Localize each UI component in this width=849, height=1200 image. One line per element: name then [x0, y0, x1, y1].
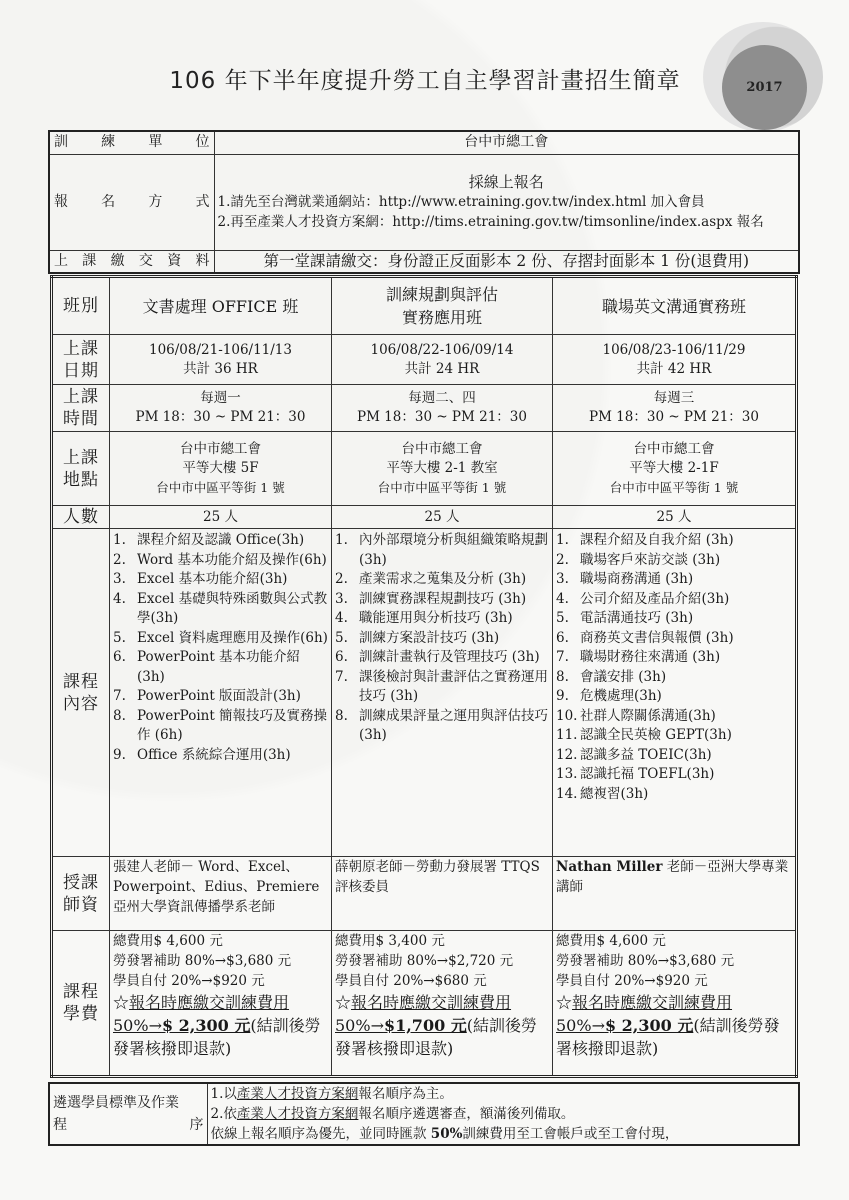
course-item-text: 商務英文書信與報價 (3h): [580, 629, 734, 646]
class-name-3: [553, 277, 797, 335]
course-item-number: 7.: [556, 649, 569, 665]
selection-item-2: [211, 1104, 796, 1124]
course-item-text: 危機處理(3h): [580, 688, 662, 704]
row-label-time: [52, 385, 110, 432]
course-item: [556, 629, 792, 649]
label-char: 練: [101, 134, 116, 151]
fee-total: 總費用$ 4,600 元: [113, 933, 223, 949]
label-line: 課程: [63, 671, 99, 692]
course-item: [335, 629, 549, 649]
label-char: 單: [148, 134, 163, 151]
fee-deposit: [113, 991, 328, 1060]
course-item-text: 會議安排 (3h): [580, 668, 667, 685]
star-icon: ☆: [556, 993, 573, 1012]
class-place-1: [110, 432, 332, 506]
label-line: 日期: [63, 360, 99, 381]
star-icon: ☆: [113, 993, 130, 1012]
time-range: PM 18：30 ~ PM 21：30: [135, 409, 306, 425]
teacher-line: 亞州大學資訊傳播學系老師: [113, 899, 275, 915]
fee-subsidy: 勞發署補助 80%→$3,680 元: [113, 953, 292, 969]
year-badge-text: 2017: [746, 80, 783, 95]
course-item: [335, 707, 549, 746]
place-line: 台中市總工會: [401, 441, 483, 457]
info-table: [48, 130, 800, 274]
fee-deposit-text: 報名時應繳交訓練費用 50%→: [335, 993, 512, 1035]
class-teacher-2: [332, 857, 553, 931]
class-name-line: 職場英文溝通實務班: [601, 296, 746, 316]
place-line: 台中市總工會: [180, 441, 261, 457]
class-teacher-1: [110, 857, 332, 931]
class-content-2: [332, 529, 553, 857]
text: 報名順序遴選審查，額滿後列備取。: [358, 1106, 575, 1122]
class-time-3: [553, 385, 797, 432]
course-item-text: 總複習(3h): [580, 785, 649, 802]
course-item-text: 社群人際關係溝通(3h): [580, 707, 716, 724]
class-fee-2: [332, 931, 553, 1077]
register-step-1[interactable]: 1.請先至台灣就業通網站：http://www.etraining.gov.tw/index.html 加入會員: [217, 194, 705, 210]
course-item: [335, 648, 549, 668]
teacher-line: 薛朝原老師－勞動力發展署 TTQS 評核委員: [335, 859, 540, 895]
register-label: [49, 154, 214, 250]
fee-total: 總費用$ 4,600 元: [556, 933, 666, 949]
course-item-text: 課程介紹及認識 Office(3h): [137, 532, 305, 548]
course-item-number: 6.: [335, 649, 348, 665]
place-line: 平等大樓 2-1 教室: [386, 460, 498, 476]
place-line: 台中市中區平等街 1 號: [156, 480, 285, 495]
class-dates-1: [110, 335, 332, 385]
label-char: 式: [195, 193, 210, 210]
text: 2.依: [210, 1106, 237, 1122]
label-line: 上課: [63, 338, 99, 359]
course-item-text: 課後檢討與計畫評估之實務運用技巧 (3h): [359, 668, 548, 704]
row-label-count: 人數: [52, 506, 110, 529]
info-row-register: [49, 154, 799, 250]
course-item-text: 公司介紹及產品介紹(3h): [580, 590, 730, 607]
class-name-line: 實務應用班: [401, 308, 482, 327]
register-step-2[interactable]: 2.再至產業人才投資方案網：http://tims.etraining.gov.tw/timsonline/index.aspx 報名: [217, 214, 764, 230]
place-line: 台中市中區平等街 1 號: [377, 480, 507, 495]
date-range: 106/08/21-106/11/13: [148, 341, 292, 358]
course-item: [556, 531, 792, 551]
info-row-docs: [49, 250, 799, 273]
selection-table: [48, 1082, 800, 1146]
course-item-text: PowerPoint 基本功能介紹 (3h): [137, 649, 301, 685]
label-char: 交: [138, 252, 153, 269]
total-hours: 共計 24 HR: [404, 360, 480, 377]
class-name-1: [110, 277, 332, 335]
course-item: [335, 531, 549, 570]
course-item-text: 訓練成果評量之運用與評估技巧 (3h): [359, 707, 548, 743]
place-line: 平等大樓 2-1F: [629, 460, 719, 476]
course-item-text: Office 系統綜合運用(3h): [137, 746, 291, 763]
label-char: 料: [195, 252, 210, 269]
fee-deposit-text: 報名時應繳交訓練費用 50%→: [113, 993, 290, 1035]
label-char: 訓: [54, 134, 68, 151]
fee-deposit-amount: $1,700 元: [383, 1016, 467, 1035]
course-item-text: 產業需求之蒐集及分析 (3h): [359, 571, 527, 587]
label-line: 授課: [63, 872, 99, 893]
content-list: [556, 531, 792, 804]
course-item: [556, 707, 792, 727]
class-place-3: [553, 432, 797, 506]
class-content-3: [553, 529, 797, 857]
course-item-number: 10.: [556, 707, 578, 724]
place-line: 台中市中區平等街 1 號: [609, 480, 739, 495]
course-item-number: 4.: [556, 590, 569, 607]
course-item: [556, 746, 792, 766]
course-item-number: 7.: [113, 688, 126, 704]
label-line: 學費: [63, 1004, 99, 1024]
label-char: 位: [195, 134, 210, 151]
course-item-text: 職能運用與分析技巧 (3h): [359, 610, 513, 626]
fee-self-pay: 學員自付 20%→$920 元: [556, 973, 708, 989]
course-item: [556, 551, 792, 571]
course-item-number: 13.: [556, 766, 578, 782]
weekday: 每週一: [200, 390, 241, 406]
course-item: [113, 629, 328, 649]
teacher-line: 老師－亞洲大學專業講師: [556, 859, 789, 895]
unit-value: 台中市總工會: [214, 131, 799, 154]
label-char: 資: [167, 252, 182, 269]
class-place-2: [332, 432, 553, 506]
row-class-name: [52, 277, 797, 335]
label-char: 方: [148, 193, 163, 210]
course-item-number: 1.: [113, 532, 126, 548]
course-item-text: PowerPoint 簡報技巧及實務操作 (6h): [137, 707, 328, 743]
course-item: [556, 687, 792, 707]
course-item-number: 1.: [335, 532, 348, 548]
course-item-text: 認識托福 TOEFL(3h): [580, 766, 715, 782]
course-item-text: 電話溝通技巧 (3h): [580, 610, 694, 626]
course-item-number: 8.: [556, 668, 569, 685]
course-item: [113, 746, 328, 766]
row-label-fee: [52, 931, 110, 1077]
class-fee-1: [110, 931, 332, 1077]
fee-deposit-note: (結訓後勞發署核撥即退款): [335, 1016, 538, 1058]
course-item-text: 職場商務溝通 (3h): [580, 571, 694, 587]
course-item-text: Excel 資料處理應用及操作(6h): [137, 629, 328, 646]
fee-subsidy: 勞發署補助 80%→$3,680 元: [556, 953, 735, 969]
content-list: [113, 531, 328, 765]
course-item: [335, 668, 549, 707]
course-item: [113, 707, 328, 746]
date-range: 106/08/22-106/09/14: [370, 341, 514, 358]
row-label-dates: [52, 335, 110, 385]
class-name-line: 文書處理 OFFICE 班: [142, 296, 299, 316]
fee-self-pay: 學員自付 20%→$680 元: [335, 973, 487, 989]
date-range: 106/08/23-106/11/29: [602, 341, 746, 358]
label-char: 上: [54, 252, 68, 269]
class-name-line: 訓練規劃與評估: [385, 285, 498, 304]
tims-link[interactable]: 產業人才投資方案網: [236, 1106, 359, 1122]
course-item: [556, 785, 792, 805]
place-line: 平等大樓 5F: [182, 460, 259, 476]
course-item-number: 3.: [556, 571, 569, 587]
course-item-number: 4.: [335, 610, 348, 626]
row-label-content: [52, 529, 110, 857]
row-fee: [52, 931, 797, 1077]
course-item-number: 2.: [113, 551, 126, 568]
label-line: 內容: [63, 693, 99, 714]
class-time-2: [332, 385, 553, 432]
course-item-number: 4.: [113, 590, 126, 607]
text: 訓練費用至工會帳戶或至工會付現，: [462, 1126, 679, 1142]
label-char: 名: [101, 193, 116, 210]
register-value: [214, 154, 799, 250]
text: 1.以: [210, 1086, 237, 1102]
row-label-class: 班別: [52, 277, 110, 335]
course-item: [113, 551, 328, 571]
fee-deposit-note: (結訓後勞發署核撥即退款): [113, 1016, 321, 1058]
course-item-number: 3.: [335, 590, 348, 607]
course-item-number: 9.: [113, 746, 126, 763]
course-item: [335, 609, 549, 629]
page-title: 106 年下半年度提升勞工自主學習計畫招生簡章: [169, 68, 681, 94]
course-item-number: 7.: [335, 668, 348, 685]
course-item: [113, 648, 328, 687]
selection-value: [207, 1083, 799, 1145]
place-line: 台中市總工會: [633, 441, 715, 457]
label-char: 課: [82, 252, 97, 269]
class-count-1: 25 人: [110, 506, 332, 529]
label-line: 地點: [63, 469, 99, 490]
course-item: [113, 687, 328, 707]
class-teacher-3: [553, 857, 797, 931]
course-item-text: Excel 基礎與特殊函數與公式教學(3h): [137, 590, 328, 626]
label-line: 師資: [63, 894, 99, 915]
course-item-text: 職場財務往來溝通 (3h): [580, 649, 721, 665]
course-item-text: 訓練方案設計技巧 (3h): [359, 629, 500, 646]
course-item: [556, 726, 792, 746]
text: 依線上報名順序為優先，並同時匯款: [210, 1126, 431, 1142]
weekday: 每週二、四: [408, 390, 476, 406]
course-item-text: 內外部環境分析與組織策略規劃(3h): [359, 532, 548, 568]
course-item: [556, 570, 792, 590]
label-line: 時間: [63, 409, 99, 429]
fee-subsidy: 勞發署補助 80%→$2,720 元: [335, 953, 514, 969]
info-row-unit: [49, 131, 799, 154]
class-count-2: 25 人: [332, 506, 553, 529]
selection-row: [49, 1083, 799, 1145]
course-item-number: 5.: [335, 629, 348, 646]
row-place: [52, 432, 797, 506]
course-item-text: 訓練實務課程規劃技巧 (3h): [359, 590, 527, 607]
course-item-text: 訓練計畫執行及管理技巧 (3h): [359, 649, 540, 665]
fee-deposit: [556, 991, 792, 1060]
class-time-1: [110, 385, 332, 432]
row-teacher: [52, 857, 797, 931]
selection-label-line: 遴選學員標準及作業: [53, 1095, 179, 1111]
row-count: [52, 506, 797, 529]
course-item-number: 3.: [113, 571, 126, 587]
course-item-text: 認識全民英檢 GEPT(3h): [580, 727, 732, 743]
course-item-text: Word 基本功能介紹及操作(6h): [137, 551, 327, 568]
course-item-text: PowerPoint 版面設計(3h): [137, 688, 301, 704]
content-list: [335, 531, 549, 746]
course-item: [556, 609, 792, 629]
class-dates-2: [332, 335, 553, 385]
row-label-place: [52, 432, 110, 506]
label-line: 上課: [63, 387, 99, 407]
time-range: PM 18：30 ~ PM 21：30: [356, 409, 527, 425]
label-char: 繳: [110, 252, 125, 269]
docs-label: [49, 250, 214, 273]
course-item-text: 認識多益 TOEIC(3h): [580, 746, 712, 763]
course-item: [556, 765, 792, 785]
course-item-text: Excel 基本功能介紹(3h): [137, 571, 288, 587]
selection-label: [49, 1083, 207, 1145]
fee-self-pay: 學員自付 20%→$920 元: [113, 973, 265, 989]
course-item-number: 1.: [556, 532, 569, 548]
course-item-number: 8.: [335, 707, 348, 724]
class-table: [50, 275, 798, 1078]
course-item-number: 9.: [556, 688, 569, 704]
docs-value: 第一堂課請繳交：身份證正反面影本 2 份、存摺封面影本 1 份(退費用): [214, 250, 799, 273]
course-item-number: 6.: [556, 629, 569, 646]
class-dates-3: [553, 335, 797, 385]
course-item-number: 8.: [113, 707, 126, 724]
fee-deposit-note: (結訓後勞發署核撥即退款): [556, 1016, 780, 1058]
register-title: 採線上報名: [468, 173, 544, 191]
class-count-3: 25 人: [553, 506, 797, 529]
fee-deposit: [335, 991, 549, 1060]
fee-deposit-text: 報名時應繳交訓練費用 50%→: [556, 993, 733, 1035]
course-item: [335, 570, 549, 590]
course-item: [113, 590, 328, 629]
course-item-number: 14.: [556, 785, 578, 802]
row-time: [52, 385, 797, 432]
course-item-text: 職場客戶來訪交談 (3h): [580, 551, 721, 568]
label-line: 課程: [63, 982, 99, 1002]
teacher-line: 張建人老師－ Word、Excel、Powerpoint、Edius、Premiere: [113, 859, 320, 895]
teacher-name: Nathan Miller: [556, 859, 663, 875]
fee-deposit-amount: $ 2,300 元: [161, 1016, 251, 1035]
label-line: 上課: [63, 447, 99, 468]
course-item-number: 2.: [556, 551, 569, 568]
row-dates: [52, 335, 797, 385]
selection-item-3: [211, 1124, 796, 1144]
label-char: 序: [189, 1117, 204, 1133]
course-item: [556, 668, 792, 688]
label-char: 程: [53, 1117, 67, 1133]
course-item-number: 2.: [335, 571, 348, 587]
total-hours: 共計 42 HR: [636, 360, 712, 377]
course-item: [113, 531, 328, 551]
fee-total: 總費用$ 3,400 元: [335, 933, 445, 949]
class-fee-3: [553, 931, 797, 1077]
total-hours: 共計 36 HR: [183, 360, 258, 377]
class-name-2: [332, 277, 553, 335]
course-item: [113, 570, 328, 590]
label-char: 報: [54, 193, 68, 210]
row-content: [52, 529, 797, 857]
class-content-1: [110, 529, 332, 857]
course-item: [556, 648, 792, 668]
year-badge: [722, 45, 807, 130]
unit-label: [49, 131, 214, 154]
course-item-number: 6.: [113, 649, 126, 665]
course-item-number: 5.: [556, 610, 569, 626]
course-item-number: 5.: [113, 629, 126, 646]
course-item-text: 課程介紹及自我介紹 (3h): [580, 532, 734, 548]
weekday: 每週三: [653, 390, 695, 406]
course-item-number: 11.: [556, 727, 578, 743]
selection-item-1: [211, 1084, 796, 1104]
fee-deposit-amount: $ 2,300 元: [604, 1016, 694, 1035]
text-bold: 50%: [430, 1126, 463, 1142]
course-item: [335, 590, 549, 610]
text: 報名順序為主。: [358, 1086, 453, 1102]
row-label-teacher: [52, 857, 110, 931]
time-range: PM 18：30 ~ PM 21：30: [588, 409, 759, 425]
course-item-number: 12.: [556, 746, 578, 763]
course-item: [556, 590, 792, 610]
star-icon: ☆: [335, 993, 352, 1012]
tims-link[interactable]: 產業人才投資方案網: [236, 1086, 359, 1102]
